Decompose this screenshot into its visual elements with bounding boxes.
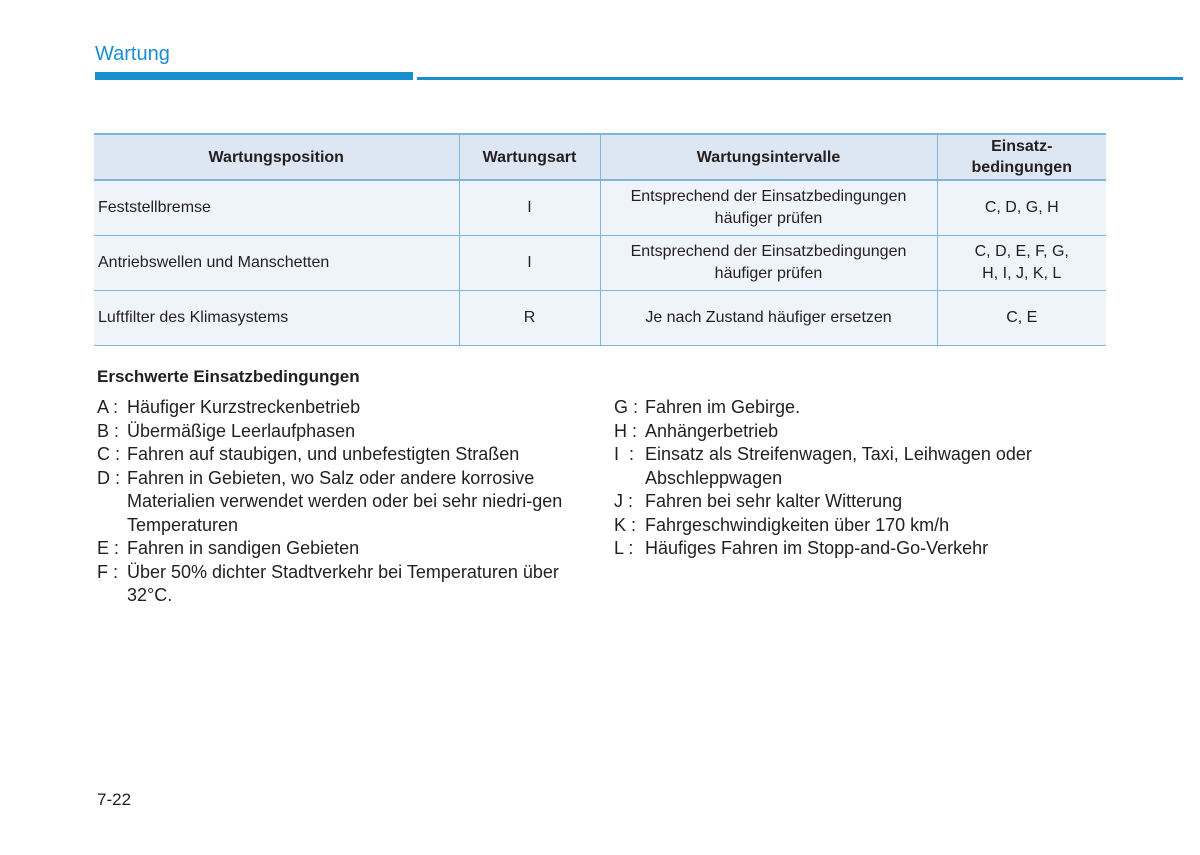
list-item bbox=[97, 561, 597, 608]
condition-text: Fahrgeschwindigkeiten über 170 km/h bbox=[645, 514, 950, 535]
cell-position: Luftfilter des Klimasystems bbox=[94, 291, 459, 346]
list-item bbox=[97, 443, 597, 467]
conditions-list-right bbox=[614, 396, 1134, 561]
cell-interval: Entsprechend der Einsatzbedingungen häufiger prüfen bbox=[600, 180, 937, 236]
list-item bbox=[614, 443, 1134, 490]
header-rule-thick bbox=[95, 72, 413, 80]
cell-conditions: C, E bbox=[937, 291, 1106, 346]
cell-conditions: C, D, G, H bbox=[937, 180, 1106, 236]
list-item bbox=[97, 467, 597, 538]
condition-code: H : bbox=[614, 420, 638, 441]
condition-text: Fahren auf staubigen, und unbefestigten Straßen bbox=[127, 444, 520, 464]
condition-code: I : bbox=[614, 444, 635, 464]
column-header-position: Wartungsposition bbox=[94, 134, 459, 180]
condition-text: Fahren in Gebieten, wo Salz oder andere korrosive Materialien verwendet werden oder bei sehr niedri-gen Temperaturen bbox=[127, 467, 563, 535]
conditions-title: Erschwerte Einsatzbedingungen bbox=[97, 367, 360, 386]
condition-code: J : bbox=[614, 491, 634, 511]
list-item bbox=[614, 396, 1134, 420]
condition-code: L : bbox=[614, 538, 634, 558]
table-header-row bbox=[94, 134, 1106, 180]
table-row bbox=[94, 236, 1106, 291]
column-header-conditions-line: Einsatz- bedingungen bbox=[971, 138, 1072, 176]
cell-type: I bbox=[459, 180, 600, 236]
column-header-conditions bbox=[937, 134, 1106, 180]
condition-code: E : bbox=[97, 538, 120, 558]
section-title: Wartung bbox=[95, 43, 170, 65]
condition-text: Anhängerbetrieb bbox=[645, 420, 779, 441]
condition-text: Fahren in sandigen Gebieten bbox=[127, 538, 360, 558]
list-item bbox=[97, 537, 597, 561]
table-row bbox=[94, 291, 1106, 346]
maintenance-table bbox=[94, 133, 1106, 346]
condition-code: G : bbox=[614, 397, 639, 417]
column-header-interval: Wartungsintervalle bbox=[600, 134, 937, 180]
condition-text: Fahren im Gebirge. bbox=[645, 397, 801, 417]
header-rule-thin bbox=[417, 77, 1183, 80]
list-item bbox=[614, 514, 1134, 538]
cell-type: I bbox=[459, 236, 600, 291]
condition-text: Einsatz als Streifenwagen, Taxi, Leihwagen oder Abschleppwagen bbox=[645, 444, 1032, 488]
cell-interval: Je nach Zustand häufiger ersetzen bbox=[600, 291, 937, 346]
column-header-type: Wartungsart bbox=[459, 134, 600, 180]
condition-code: C : bbox=[97, 444, 121, 464]
list-item bbox=[97, 396, 597, 420]
condition-code: B : bbox=[97, 420, 120, 441]
conditions-list-left bbox=[97, 396, 597, 608]
cell-conditions: C, D, E, F, G, H, I, J, K, L bbox=[937, 236, 1106, 291]
table-row bbox=[94, 180, 1106, 236]
condition-code: K : bbox=[614, 514, 637, 535]
page-number: 7-22 bbox=[97, 790, 132, 809]
list-item bbox=[614, 490, 1134, 514]
condition-text: Häufiges Fahren im Stopp-and-Go-Verkehr bbox=[645, 538, 989, 558]
condition-text: Übermäßige Leerlaufphasen bbox=[127, 420, 356, 441]
cell-position: Antriebswellen und Manschetten bbox=[94, 236, 459, 291]
condition-text: Über 50% dichter Stadtverkehr bei Temperaturen über 32°C. bbox=[127, 561, 559, 605]
cell-position: Feststellbremse bbox=[94, 180, 459, 236]
list-item bbox=[614, 537, 1134, 561]
condition-text: Fahren bei sehr kalter Witterung bbox=[645, 491, 903, 511]
condition-text: Häufiger Kurzstreckenbetrieb bbox=[127, 397, 361, 417]
condition-code: D : bbox=[97, 467, 121, 488]
list-item bbox=[97, 420, 597, 444]
cell-type: R bbox=[459, 291, 600, 346]
condition-code: A : bbox=[97, 397, 119, 417]
condition-code: F : bbox=[97, 561, 118, 582]
cell-interval: Entsprechend der Einsatzbedingungen häufiger prüfen bbox=[600, 236, 937, 291]
list-item bbox=[614, 420, 1134, 444]
